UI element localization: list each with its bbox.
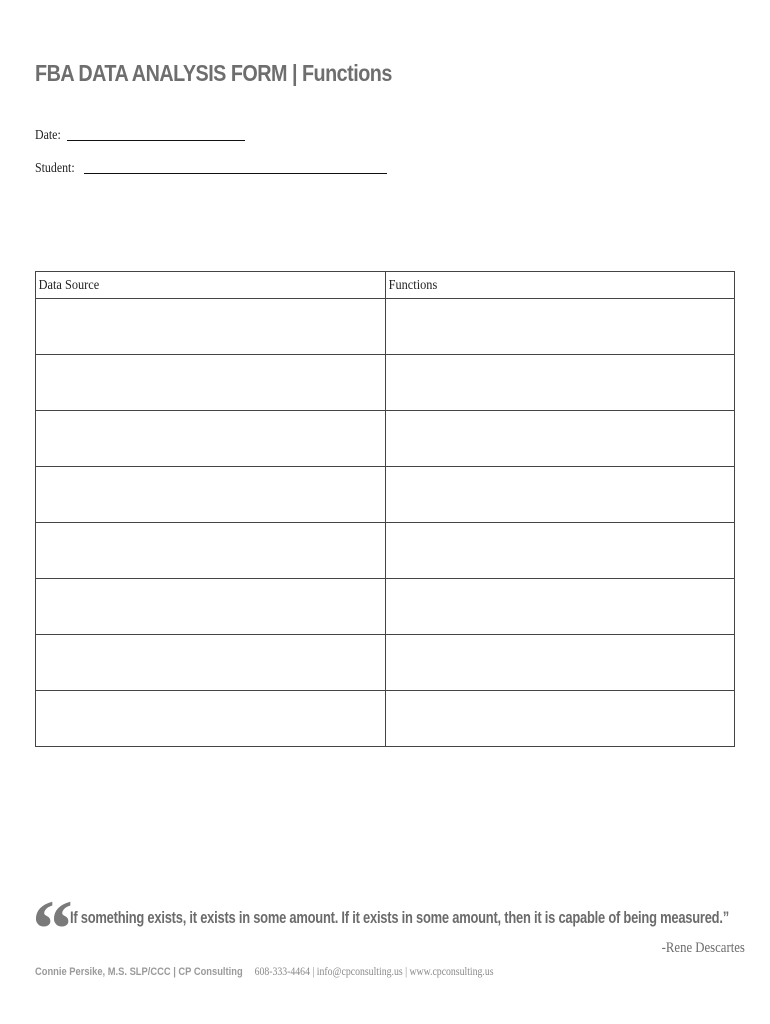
- table-row: [36, 635, 735, 691]
- functions-cell[interactable]: [385, 579, 735, 635]
- functions-cell[interactable]: [385, 355, 735, 411]
- student-label: Student:: [35, 161, 75, 176]
- student-line[interactable]: [84, 172, 387, 174]
- form-title: FBA DATA ANALYSIS FORM | Functions: [35, 60, 392, 86]
- header-functions: Functions: [385, 272, 735, 299]
- footer-org: Connie Persike, M.S. SLP/CCC | CP Consulting: [35, 966, 243, 978]
- data-source-cell[interactable]: [36, 411, 386, 467]
- footer-contact: 608-333-4464 | info@cpconsulting.us | www.cpconsulting.us: [254, 966, 494, 978]
- functions-cell[interactable]: [385, 523, 735, 579]
- date-field[interactable]: [35, 128, 245, 144]
- open-quote-icon: “: [32, 883, 73, 974]
- table-row: [36, 691, 735, 747]
- student-field[interactable]: [35, 161, 387, 177]
- quote-text: If something exists, it exists in some amount. If it exists in some amount, then it is capable of being measured.”: [70, 908, 729, 927]
- table-header-row: [36, 272, 735, 299]
- data-source-cell[interactable]: [36, 299, 386, 355]
- functions-cell[interactable]: [385, 411, 735, 467]
- data-source-cell[interactable]: [36, 579, 386, 635]
- data-source-cell[interactable]: [36, 467, 386, 523]
- date-line[interactable]: [67, 139, 245, 141]
- data-source-cell[interactable]: [36, 691, 386, 747]
- table-row: [36, 523, 735, 579]
- data-analysis-table: [35, 271, 735, 747]
- functions-cell[interactable]: [385, 299, 735, 355]
- quote-author: -Rene Descartes: [661, 940, 745, 956]
- functions-cell[interactable]: [385, 691, 735, 747]
- footer: [35, 966, 494, 978]
- functions-cell[interactable]: [385, 467, 735, 523]
- data-source-cell[interactable]: [36, 355, 386, 411]
- table-row: [36, 355, 735, 411]
- table-row: [36, 299, 735, 355]
- table-row: [36, 411, 735, 467]
- table-row: [36, 467, 735, 523]
- data-source-cell[interactable]: [36, 635, 386, 691]
- date-label: Date:: [35, 128, 61, 143]
- table-row: [36, 579, 735, 635]
- data-source-cell[interactable]: [36, 523, 386, 579]
- header-data-source: Data Source: [36, 272, 386, 299]
- functions-cell[interactable]: [385, 635, 735, 691]
